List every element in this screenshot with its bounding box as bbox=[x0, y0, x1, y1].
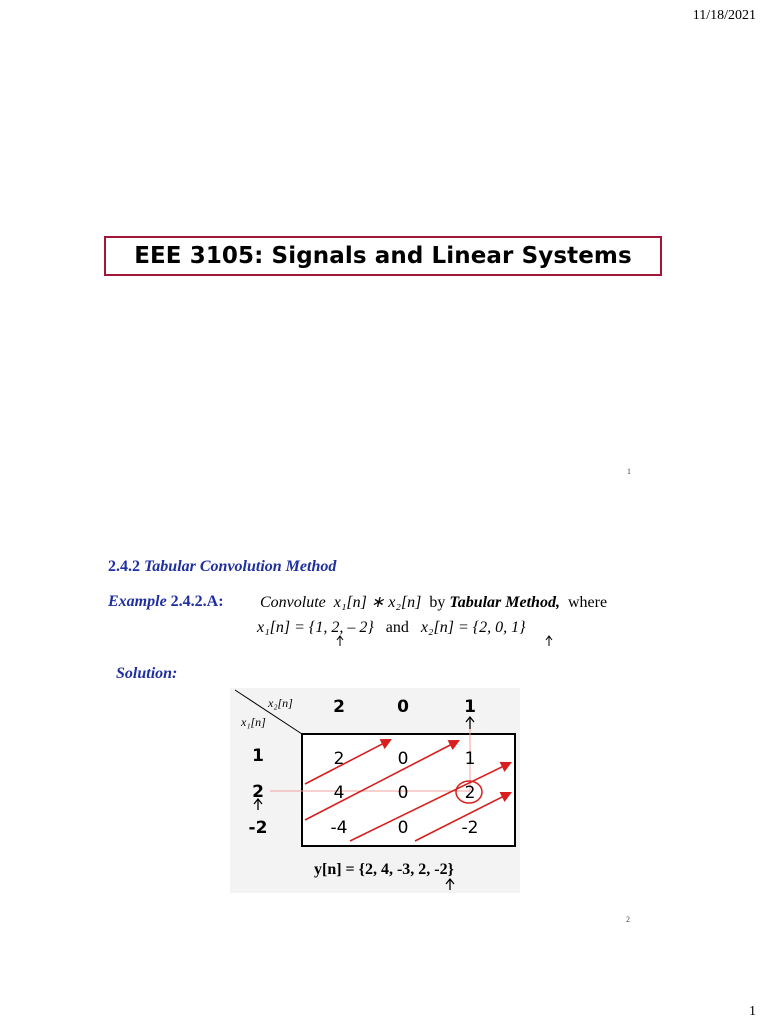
solution-label: Solution: bbox=[116, 665, 178, 682]
convolution-table bbox=[230, 688, 520, 893]
corner-x2-label: x₂[n] bbox=[268, 696, 293, 710]
and-word: and bbox=[385, 619, 409, 636]
table-cell: 0 bbox=[397, 818, 409, 838]
table-cell: 2 bbox=[464, 783, 476, 803]
table-cell: -2 bbox=[461, 818, 479, 838]
row-header: 1 bbox=[252, 746, 264, 766]
table-cell: 4 bbox=[333, 783, 345, 803]
x2-definition: x₂[n] = {2, 0, 1} bbox=[420, 619, 526, 636]
col-header: 1 bbox=[464, 697, 476, 717]
example-method: Tabular Method, bbox=[449, 594, 560, 611]
date: 11/18/2021 bbox=[692, 8, 756, 23]
row-header: 2 bbox=[252, 782, 264, 802]
example-expression: x₁[n] ∗ x₂[n] bbox=[333, 594, 422, 611]
example-by: by bbox=[429, 594, 446, 611]
section-number: 2.4.2 bbox=[108, 558, 140, 575]
origin-markers bbox=[330, 634, 570, 648]
example-label bbox=[108, 593, 224, 611]
col-header: 2 bbox=[333, 697, 345, 717]
table-cell: 2 bbox=[333, 749, 345, 769]
section-heading bbox=[108, 558, 336, 576]
row-header: -2 bbox=[248, 818, 268, 838]
page-number: 1 bbox=[749, 1004, 756, 1019]
slide-title: EEE 3105: Signals and Linear Systems bbox=[104, 236, 662, 276]
section-title: Tabular Convolution Method bbox=[144, 558, 337, 575]
slide-number: 2 bbox=[626, 915, 630, 924]
corner-x1-label: x₁[n] bbox=[241, 715, 266, 729]
slide-number: 1 bbox=[627, 467, 631, 476]
table-cell: 0 bbox=[397, 783, 409, 803]
table-cell: 0 bbox=[397, 749, 409, 769]
example-label-number: 2.4.2.A: bbox=[170, 593, 224, 610]
table-cell: -4 bbox=[330, 818, 348, 838]
result-equation: y[n] = {2, 4, -3, 2, -2} bbox=[314, 861, 454, 878]
table-cell: 1 bbox=[464, 749, 476, 769]
example-verb: Convolute bbox=[260, 594, 326, 611]
example-label-word: Example bbox=[108, 593, 167, 610]
example-statement bbox=[260, 592, 607, 612]
col-header: 0 bbox=[397, 697, 409, 717]
example-where: where bbox=[567, 594, 608, 611]
x1-definition: x₁[n] = {1, 2, – 2} bbox=[257, 619, 374, 636]
